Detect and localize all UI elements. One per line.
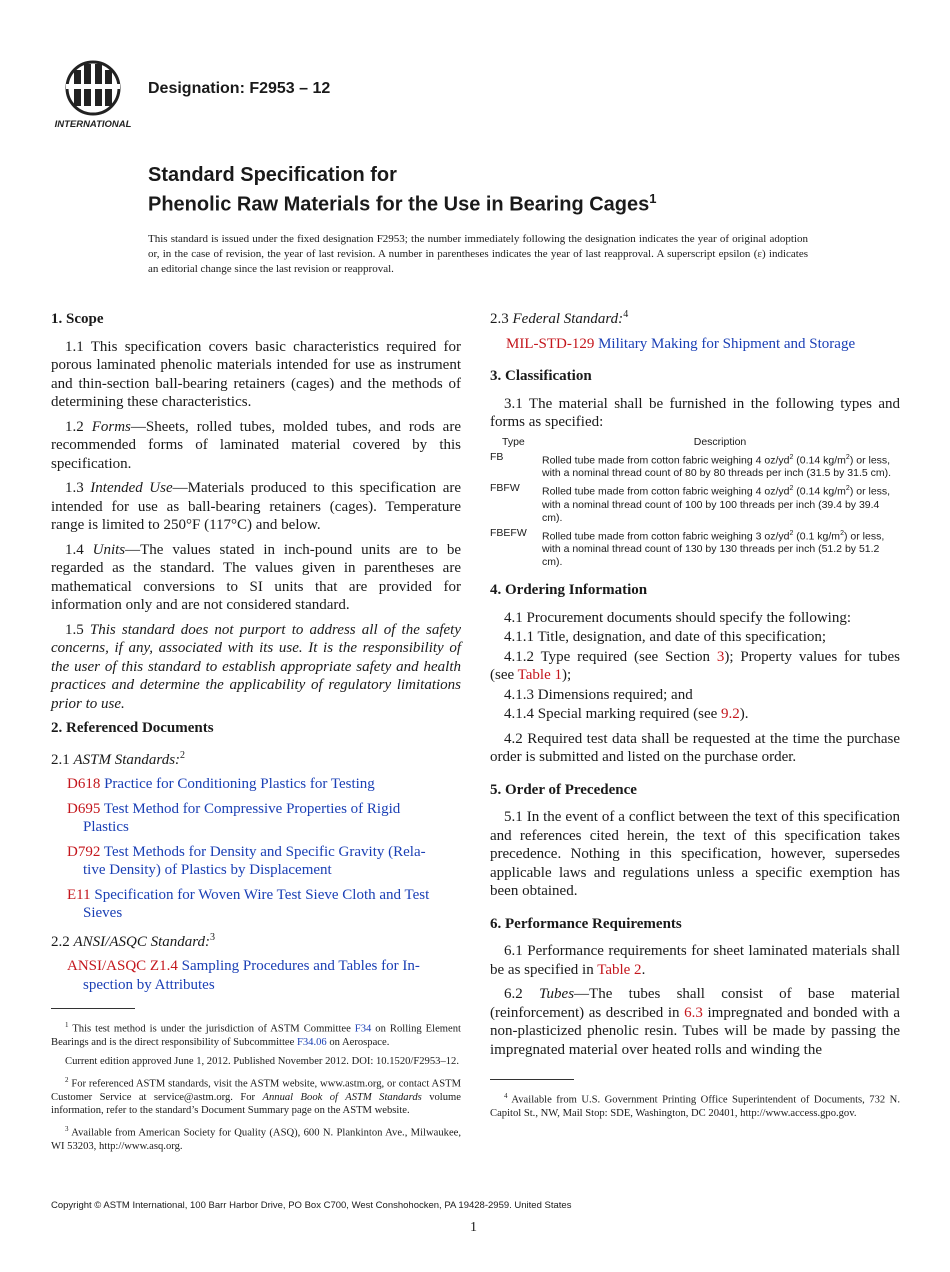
- ref-item-federal[interactable]: MIL-STD-129 Military Making for Shipment and Storage: [506, 335, 856, 352]
- footnote-rule-right: [490, 1079, 574, 1080]
- para-6-2: 6.2 Tubes—The tubes shall consist of base material (reinforcement) as described in 6.3 impregnated and bonded with a non-plasticized phenolic resin. Tubes will be made by passing the impregnated material over heated rolls and winding the: [490, 986, 900, 1058]
- astm-logo: [50, 58, 136, 132]
- title-footnote-mark: 1: [649, 191, 657, 206]
- table-row: FBFW Rolled tube made from cotton fabric weighing 4 $oz/yd^2$ (0.14 $kg/m^2$) or less, with a nominal thread count of 100 by 100 threads per inch (39.4 by 39.4 cm).: [490, 482, 891, 524]
- para-1-5: 1.5 This standard does not purport to address all of the safety concerns, if any, associated with its use. It is the responsibility of the user of this standard to establish appropriate safety and health practices and determine the applicability of regulatory limitations prior to use.: [51, 621, 462, 712]
- link-section-3[interactable]: 3: [716, 648, 725, 665]
- document-title: [148, 163, 848, 217]
- para-1-2: 1.2 Forms—Sheets, rolled tubes, molded tubes, and rods are recommended forms of laminated material covered by this specification.: [51, 418, 461, 472]
- para-4-2: 4.2 Required test data shall be requested at the time the purchase order is submitted and listed on the purchase order.: [490, 730, 900, 765]
- designation: Designation: F2953 – 12: [148, 80, 331, 97]
- section-referenced-heading: 2. Referenced Documents: [51, 720, 214, 736]
- federal-standard-label: 2.3 Federal Standard:$^4$: [490, 309, 629, 327]
- para-4-1-3: 4.1.3 Dimensions required; and: [504, 686, 693, 703]
- para-4-1-4: 4.1.4 Special marking required (see 9.2).: [504, 706, 749, 722]
- ansi-standard-label: 2.2 ANSI/ASQC Standard:$^3$: [51, 931, 216, 950]
- ref-item[interactable]: D618 Practice for Conditioning Plastics for Testing: [67, 776, 375, 792]
- footnote-4: $^4$ Available from U.S. Government Printing Office Superintendent of Documents, 732 N. Capitol St., NW, Mail Stop: SDE, Washington, DC 20401, http://www.access.gpo.gov.: [490, 1092, 900, 1119]
- col-type: Type: [502, 435, 525, 448]
- page-number: 1: [470, 1220, 477, 1235]
- para-4-1-2: 4.1.2 Type required (see Section 3); Property values for tubes (see Table 1);: [490, 648, 900, 683]
- table-header-row: [490, 436, 898, 451]
- para-1-3: 1.3 Intended Use—Materials produced to this specification are intended for use as ball-bearing retainers (cages). Temperature range is limited to 250°F (117°C) and below.: [51, 480, 461, 533]
- issued-note: This standard is issued under the fixed designation F2953; the number immediately following the designation indicates the year of original adoption or, in the case of revision, the year of last revision. A number in parentheses indicates the year of last reapproval. A superscript epsilon (ε) indicates an editorial change since the last revision or reapproval.: [148, 233, 808, 275]
- footnote-1: $^1$ This test method is under the jurisdiction of ASTM Committee F34 on Rolling Element Bearings and is the direct responsibility of Subcommittee F34.06 on Aerospace.: [51, 1021, 461, 1048]
- section-scope-heading: 1. Scope: [51, 311, 104, 327]
- table-row: FB Rolled tube made from cotton fabric weighing 4 $oz/yd^2$ (0.14 $kg/m^2$) or less, with a nominal thread count of 80 by 80 threads per inch (31.5 by 31.5 cm).: [490, 450, 892, 479]
- para-4-1-1: 4.1.1 Title, designation, and date of this specification;: [504, 629, 827, 645]
- title-line-1: Standard Specification for: [148, 164, 397, 186]
- para-1-4: 1.4 Units—The values stated in inch-pound units are to be regarded as the standard. The values given in parentheses are mathematical conversions to SI units that are provided for information only and are not considered standard.: [51, 541, 461, 613]
- para-1-1: 1.1 This specification covers basic characteristics required for porous laminated phenolic materials intended for use as instrument and thin-section ball-bearing retainers (cages) and the methods of determining these characteristics.: [51, 338, 461, 410]
- link-6-3[interactable]: 6.3: [684, 1004, 703, 1021]
- section-performance-heading: 6. Performance Requirements: [490, 915, 682, 932]
- link-9-2[interactable]: 9.2: [721, 706, 740, 722]
- ref-item-ansi[interactable]: ANSI/ASQC Z1.4 Sampling Procedures and Tables for In- spection by Attributes: [67, 958, 420, 993]
- footnote-3: $^3$ Available from American Society for Quality (ASQ), 600 N. Plankinton Ave., Milwaukee, WI 53203, http://www.asq.org.: [51, 1125, 461, 1153]
- ref-item[interactable]: D792 Test Methods for Density and Specific Gravity (Rela- tive Density) of Plastics by Displacement: [67, 843, 426, 878]
- astm-standards-label: 2.1 ASTM Standards:$^2$: [51, 749, 186, 768]
- logo-text: INTERNATIONAL: [54, 119, 132, 130]
- section-classification-heading: 3. Classification: [490, 368, 592, 384]
- right-column: [490, 306, 900, 1126]
- ordering-list: [490, 609, 900, 724]
- section-ordering-heading: 4. Ordering Information: [490, 582, 648, 598]
- link-table-2[interactable]: Table 2: [597, 961, 642, 978]
- classification-table: [490, 436, 898, 572]
- para-4-1: 4.1 Procurement documents should specify the following:: [504, 609, 852, 626]
- link-f34[interactable]: F34: [354, 1023, 372, 1035]
- table-row: FBEFW Rolled tube made from cotton fabric weighing 3 $oz/yd^2$ (0.1 $kg/m^2$) or less, with a nominal thread count of 130 by 130 threads per inch (51.2 by 51.2 cm).: [490, 526, 885, 568]
- footnote-2: $^2$ For referenced ASTM standards, visit the ASTM website, www.astm.org, or contact ASTM Customer Service at service@astm.org. For Annual Book of ASTM Standards volume information, refer to the standard’s Document Summary page on the ASTM website.: [51, 1076, 461, 1117]
- copyright: Copyright © ASTM International, 100 Barr Harbor Drive, PO Box C700, West Conshohocken, PA 19428-2959. United States: [51, 1200, 572, 1211]
- astm-logo-icon: [50, 58, 136, 132]
- para-5-1: 5.1 In the event of a conflict between the text of this specification and references cited herein, the text of this specification takes precedence. Nothing in this specification, however, supersedes applicable laws and regulations unless a specific exemption has been obtained.: [490, 809, 900, 899]
- title-main: Phenolic Raw Materials for the Use in Bearing Cages: [148, 193, 650, 216]
- footnote-rule-left: [51, 1008, 135, 1009]
- ref-item[interactable]: D695 Test Method for Compressive Properties of Rigid Plastics: [67, 800, 401, 835]
- link-f34-06[interactable]: F34.06: [296, 1036, 327, 1048]
- section-precedence-heading: 5. Order of Precedence: [490, 781, 637, 798]
- ref-item[interactable]: E11 Specification for Woven Wire Test Sieve Cloth and Test Sieves: [67, 886, 430, 921]
- link-table-1[interactable]: Table 1: [517, 667, 562, 683]
- para-3-1: 3.1 The material shall be furnished in the following types and forms as specified:: [490, 395, 900, 430]
- footnote-edition: Current edition approved June 1, 2012. Published November 2012. DOI: 10.1520/F2953–12.: [65, 1055, 459, 1067]
- left-column: [51, 306, 461, 1159]
- para-6-1: 6.1 Performance requirements for sheet laminated materials shall be as specified in Table 2.: [490, 943, 900, 978]
- col-description: Description: [693, 435, 747, 448]
- title-line-2: [148, 187, 848, 217]
